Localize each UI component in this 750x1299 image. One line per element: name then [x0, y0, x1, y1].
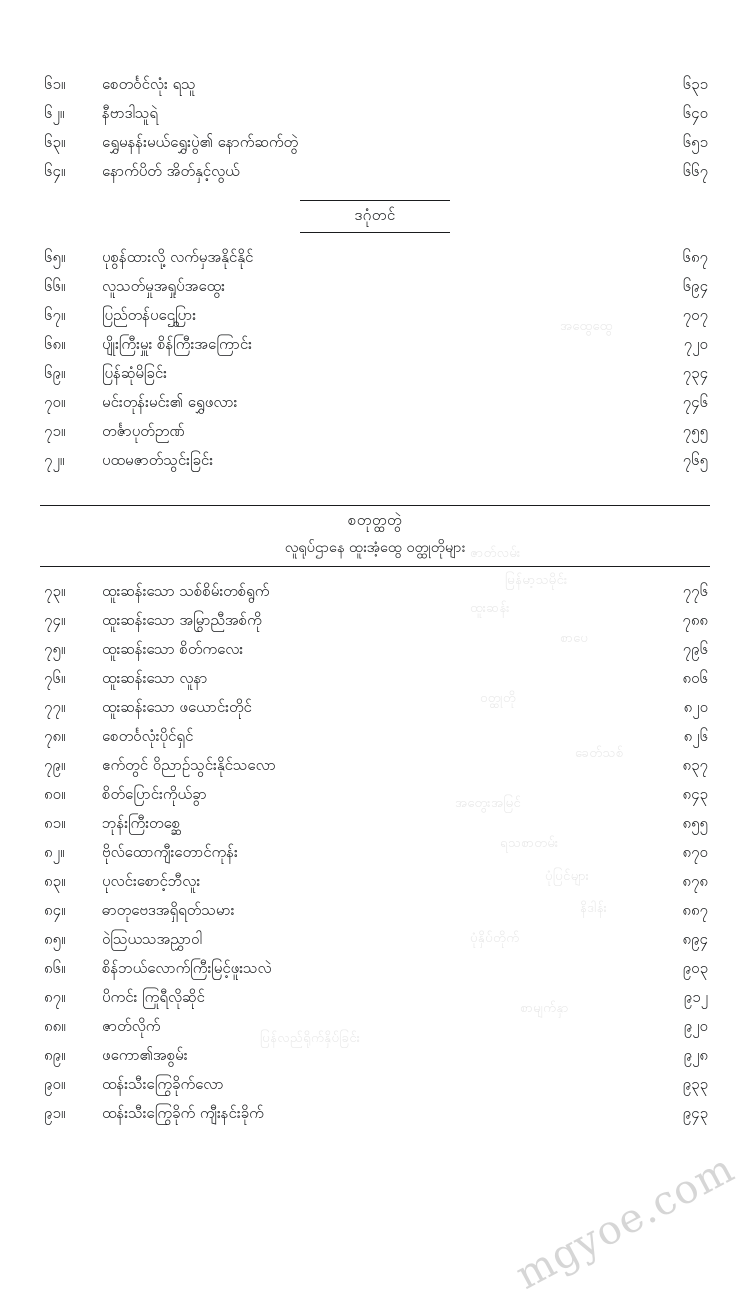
table-row[interactable] — [40, 272, 710, 301]
entry-title: ထူးဆန်းသော ဖယောင်းတိုင် — [102, 698, 252, 716]
table-row[interactable] — [40, 809, 710, 838]
entry-title: နီဗာဒါသူရဲ — [102, 104, 159, 122]
entry-page: ၉၂၈ — [683, 1046, 708, 1064]
entry-number: ၆၉။ — [44, 364, 66, 382]
table-row[interactable] — [40, 157, 710, 186]
ghost-text: ထူးဆန်း — [470, 601, 510, 616]
entry-page: ၇၅၅ — [682, 422, 708, 440]
entry-number: ၈၇။ — [44, 988, 66, 1006]
section-header-two — [40, 505, 710, 567]
entry-page: ၇၆၅ — [682, 451, 708, 469]
entry-page: ၇၈၈ — [682, 611, 708, 629]
ghost-text: ဝတ္ထုတို — [480, 691, 516, 706]
entry-page: ၇၉၆ — [682, 640, 708, 658]
entry-page: ၈၈၇ — [682, 901, 708, 919]
entry-title: ထန်းသီးကြွေခိုက် ကျီးနင်းခိုက် — [102, 1104, 264, 1122]
table-row[interactable] — [40, 388, 710, 417]
entry-page: ၇၂၀ — [683, 335, 708, 353]
entry-number: ၉၁။ — [44, 1104, 66, 1122]
table-row[interactable] — [40, 99, 710, 128]
section-header-one — [40, 200, 710, 233]
entry-title: တင်္ဇာပုတ်ဉာဏ် — [102, 422, 185, 440]
entry-page: ၇၄၆ — [682, 393, 708, 411]
entry-number: ၈၂။ — [44, 843, 65, 861]
table-row[interactable] — [40, 867, 710, 896]
table-row[interactable] — [40, 635, 710, 664]
section-title: စတုတ္ထတွဲ — [347, 511, 403, 529]
entry-title: ထူးဆန်းသော သစ်စိမ်းတစ်ရွက် — [102, 582, 270, 600]
entry-title: ပြန်ဆုံမိခြင်း — [102, 364, 167, 382]
entry-title: စေတင်္ဝင်လုံး ရသူ — [102, 75, 196, 93]
entry-page: ၇၀၇ — [682, 306, 708, 324]
entry-number: ၇၀။ — [44, 393, 66, 411]
entry-page: ၈၂၀ — [683, 698, 708, 716]
entry-title: ဘုန်းကြီးတစ္ဆေ — [102, 814, 181, 832]
entry-number: ၈၆။ — [44, 959, 66, 977]
table-row[interactable] — [40, 1070, 710, 1099]
entry-page: ၉၄၃ — [682, 1104, 708, 1122]
table-row[interactable] — [40, 751, 710, 780]
entry-number: ၇၆။ — [44, 669, 66, 687]
table-row[interactable] — [40, 301, 710, 330]
entry-number: ၆၈။ — [44, 335, 66, 353]
entry-page: ၈၄၃ — [682, 785, 708, 803]
entry-page: ၈၃၇ — [682, 756, 708, 774]
entry-title: ဗိုလ်ထောကျီးတောင်ကုန်း — [102, 843, 238, 861]
entry-page: ၈၇၀ — [682, 843, 708, 861]
table-row[interactable] — [40, 128, 710, 157]
table-row[interactable] — [40, 896, 710, 925]
entry-number: ၈၃။ — [44, 872, 66, 890]
section-subtitle: လူရုပ်ဌာနေ ထူးအံ့ထွေ ဝတ္ထုတိုများ — [284, 540, 466, 556]
table-row[interactable] — [40, 1012, 710, 1041]
entry-title: ပျိုးကြီးမှူး စိန်ကြီးအကြောင်း — [102, 335, 252, 353]
entry-number: ၇၉။ — [44, 756, 66, 774]
entry-page: ၇၇၆ — [682, 582, 708, 600]
table-row[interactable] — [40, 838, 710, 867]
entry-title: ဝဲဩယသအညွှာဝါ — [102, 930, 202, 948]
entry-title: ပထမဇာတ်သွင်းခြင်း — [102, 451, 214, 469]
ghost-text: စာမျက်နှာ — [520, 1001, 569, 1016]
table-row[interactable] — [40, 417, 710, 446]
entry-number: ၆၇။ — [44, 306, 66, 324]
entry-number: ၈၄။ — [44, 901, 66, 919]
entry-title: ဇာတ်လိုက် — [102, 1017, 161, 1035]
entry-page: ၈၂၆ — [683, 727, 708, 745]
ghost-text: မြန်မာ့သမိုင်း — [505, 573, 568, 588]
table-row[interactable] — [40, 925, 710, 954]
entry-number: ၈၈။ — [44, 1017, 66, 1035]
entry-number: ၉၀။ — [44, 1075, 66, 1093]
entry-number: ၇၅။ — [44, 640, 66, 658]
table-row[interactable] — [40, 780, 710, 809]
entry-title: ဧက်တွင် ဝိညာဉ်သွင်းနိုင်သလော — [102, 756, 276, 774]
entry-number: ၇၈။ — [44, 727, 66, 745]
entry-title: စေတင်္ဝလုံးပိုင်ရှင် — [102, 727, 194, 745]
ghost-text: ခေတ်သစ် — [575, 746, 624, 761]
entry-number: ၈၁။ — [44, 814, 66, 832]
entry-page: ၆၃၁ — [682, 75, 708, 93]
ghost-text: အထွေထွေ — [560, 319, 613, 334]
entry-page: ၇၃၄ — [682, 364, 708, 382]
entry-title: ရွှေမနန်းမယ်ရွှေးပွဲ၏ နောက်ဆက်တွဲ — [102, 133, 299, 151]
table-row[interactable] — [40, 330, 710, 359]
ghost-text: ပြန်လည်ရိုက်နှိပ်ခြင်း — [260, 1031, 361, 1046]
ghost-text: ဇာတ်လမ်း — [470, 546, 521, 561]
entry-title: ဓာတုဗေဒအရှိရတ်သမား — [102, 901, 235, 919]
entry-page: ၉၀၃ — [682, 959, 708, 977]
entry-title: စိန်ဘယ်လောက်ကြီးမြင့်ဖူးသလဲ — [102, 959, 272, 977]
table-row[interactable] — [40, 70, 710, 99]
entry-page: ၉၂၀ — [683, 1017, 708, 1035]
ghost-text: ပုံပြင်များ — [545, 869, 590, 884]
ghost-text: ပုံနှိပ်တိုက် — [470, 931, 520, 946]
entry-number: ၇၂။ — [44, 451, 65, 469]
entry-page: ၆၆၇ — [682, 162, 708, 180]
entry-number: ၇၃။ — [44, 582, 66, 600]
entry-title: ထန်းသီးကြွေခိုက်လော — [102, 1075, 224, 1093]
table-row[interactable] — [40, 1099, 710, 1128]
table-row[interactable] — [40, 606, 710, 635]
entry-page: ၈၅၅ — [682, 814, 708, 832]
table-row[interactable] — [40, 1041, 710, 1070]
entry-number: ၆၂။ — [44, 104, 65, 122]
table-row[interactable] — [40, 693, 710, 722]
entry-page: ၉၃၃ — [682, 1075, 708, 1093]
entry-number: ၇၄။ — [44, 611, 66, 629]
entry-page: ၆၈၇ — [682, 248, 708, 266]
entry-title: ထူးဆန်းသော အမြွာညီအစ်ကို — [102, 611, 262, 629]
entry-page: ၆၅၁ — [682, 133, 708, 151]
divider-bottom — [300, 232, 450, 233]
entry-page: ၈၀၆ — [682, 669, 708, 687]
toc-list-top — [40, 70, 710, 186]
watermark: mgyoe.com — [508, 1145, 742, 1299]
entry-number: ၈၉။ — [44, 1046, 66, 1064]
entry-title: ထူးဆန်းသော လူနာ — [102, 669, 208, 687]
entry-title: စိတ်ပြောင်းကိုယ်ခွာ — [102, 785, 207, 803]
entry-number: ၆၃။ — [44, 133, 66, 151]
entry-number: ၇၁။ — [44, 422, 66, 440]
divider-bottom — [40, 566, 710, 567]
table-row[interactable] — [40, 446, 710, 475]
table-row[interactable] — [40, 359, 710, 388]
entry-title: နောက်ပိတ် အိတ်နှင့်လွယ် — [102, 162, 240, 180]
ghost-text: နိဒါန်း — [580, 901, 608, 916]
entry-title: ပုလင်းစောင့်ဘီလူး — [102, 872, 201, 890]
entry-number: ၆၄။ — [44, 162, 66, 180]
entry-number: ၈၅။ — [44, 930, 66, 948]
entry-page: ၆၄၀ — [682, 104, 708, 122]
entry-number: ၆၅။ — [44, 248, 66, 266]
entry-number: ၆၆။ — [44, 277, 66, 295]
ghost-text: ရသစာတမ်း — [500, 836, 559, 851]
entry-title: ပုစွန်ထားလို့ လက်မှအနိုင်နိုင် — [102, 248, 254, 266]
table-row[interactable] — [40, 664, 710, 693]
table-row[interactable] — [40, 722, 710, 751]
entry-title: လူသတ်မှုအရှုပ်အထွေး — [102, 277, 225, 295]
ghost-text: အတွေးအမြင် — [455, 796, 522, 811]
entry-page: ၆၉၄ — [682, 277, 708, 295]
entry-page: ၉၁၂ — [683, 988, 708, 1006]
table-row[interactable] — [40, 983, 710, 1012]
entry-number: ၈၀။ — [44, 785, 66, 803]
entry-title: ပိကင်း ကြုရီလိုဆိုင် — [102, 988, 205, 1006]
table-row[interactable] — [40, 577, 710, 606]
toc-list-section-one — [40, 243, 710, 475]
entry-number: ၆၁။ — [44, 75, 66, 93]
entry-title: ထူးဆန်းသော စိတ်ကလေး — [102, 640, 244, 658]
entry-number: ၇၇။ — [44, 698, 66, 716]
entry-title: ပြည်တန်ပဌွေပြား — [102, 306, 197, 324]
entry-page: ၈၇၈ — [682, 872, 708, 890]
entry-title: မင်းတုန်းမင်း၏ ရွှေဖလား — [102, 393, 238, 411]
table-row[interactable] — [40, 243, 710, 272]
table-row[interactable] — [40, 954, 710, 983]
entry-page: ၈၉၄ — [682, 930, 708, 948]
ghost-text: စာပေ — [560, 631, 589, 646]
entry-title: ဖကော၏အစွမ်း — [102, 1046, 188, 1064]
section-title: ဒဂုံတင် — [354, 206, 396, 224]
toc-list-section-two — [40, 577, 710, 1128]
